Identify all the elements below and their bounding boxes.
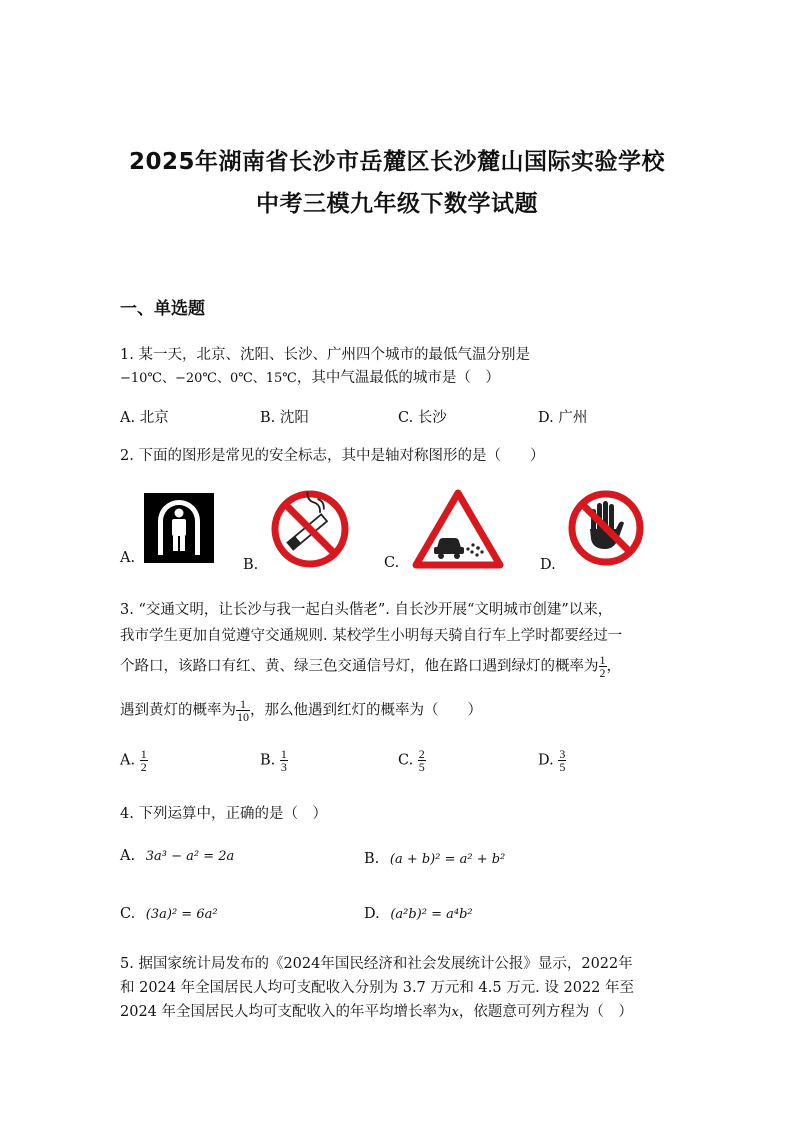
option-label: C. (398, 752, 414, 769)
q3-option-d[interactable] (538, 748, 566, 773)
q2-text: 2. 下面的图形是常见的安全标志，其中是轴对称图形的是（ ） (120, 448, 545, 464)
q1-option-a[interactable]: A. 北京 (120, 410, 169, 426)
option-label: A. (120, 848, 136, 864)
security-gate-icon (144, 493, 214, 563)
option-label: C. (120, 906, 136, 922)
q1-line-2 (120, 366, 500, 387)
q4-option-b[interactable] (364, 851, 505, 867)
q5-line-3 (120, 1000, 633, 1021)
q3-option-c[interactable] (398, 748, 426, 773)
fraction-numerator: 1 (236, 698, 250, 711)
fraction-numerator: 1 (140, 747, 147, 761)
q3-option-c-fraction (418, 748, 426, 773)
no-touching-icon (567, 489, 645, 567)
q3-yellow-probability (236, 698, 250, 723)
option-label: B. (260, 752, 276, 769)
fraction-denominator: 5 (559, 760, 566, 774)
q1-temperatures: −10℃、−20℃、0℃、15℃ (120, 371, 297, 386)
q1-option-b[interactable]: B. 沈阳 (260, 410, 309, 426)
option-label: B. (364, 851, 380, 867)
q1-option-d[interactable]: D. 广州 (538, 410, 588, 426)
q4-option-d[interactable] (364, 906, 473, 922)
q3-option-d-fraction (558, 748, 566, 773)
fraction-denominator: 5 (418, 760, 425, 774)
fraction-denominator: 2 (599, 666, 606, 680)
q5-line-2: 和 2024 年全国居民人均可支配收入分别为 3.7 万元和 4.5 万元. 设 2022 年至 (120, 980, 635, 996)
section-heading: 一、单选题 (120, 299, 205, 319)
q1-line-1: 1. 某一天，北京、沈阳、长沙、广州四个城市的最低气温分别是 (120, 347, 530, 363)
fraction-denominator: 10 (237, 710, 249, 724)
q5-line-3-text: 2024 年全国居民人均可支配收入的年平均增长率为 (120, 1004, 452, 1020)
fraction-numerator: 1 (599, 653, 606, 667)
no-smoking-icon (270, 489, 350, 569)
option-label: A. (120, 752, 136, 769)
q5-variable: x (451, 1005, 459, 1020)
q4-option-c[interactable] (120, 906, 218, 922)
q1-question-end: ，其中气温最低的城市是（ ） (296, 370, 500, 386)
fraction-numerator: 3 (559, 747, 566, 761)
option-label: D. (538, 752, 554, 769)
q3-line-4-end: ，那么他遇到红灯的概率为（ ） (250, 702, 482, 719)
q3-option-b[interactable] (260, 748, 288, 773)
q2-option-b-label[interactable]: B. (243, 557, 259, 573)
q4-option-d-expression: (a²b)² = a⁴b² (390, 907, 473, 922)
q3-line-4-text: 遇到黄灯的概率为 (120, 702, 236, 719)
q4-option-a-expression: 3a³ − a² = 2a (145, 849, 235, 864)
title-line-2: 中考三模九年级下数学试题 (256, 191, 538, 217)
q3-green-probability (599, 654, 607, 679)
q5-line-1: 5. 据国家统计局发布的《2024年国民经济和社会发展统计公报》显示，2022年 (120, 956, 633, 972)
warning-skid-triangle-icon (412, 489, 504, 569)
q3-option-b-fraction (280, 748, 288, 773)
q3-line-3-end: ， (606, 658, 621, 675)
q1-option-c[interactable]: C. 长沙 (398, 410, 447, 426)
fraction-numerator: 2 (418, 747, 425, 761)
q2-option-d-label[interactable]: D. (540, 557, 556, 573)
q2-option-c-label[interactable]: C. (384, 555, 400, 571)
option-label: D. (364, 906, 380, 922)
fraction-denominator: 2 (140, 760, 147, 774)
title-line-1: 2025年湖南省长沙市岳麓区长沙麓山国际实验学校 (128, 149, 665, 175)
q3-line-1: 3. “交通文明，让长沙与我一起白头偕老”. 自长沙开展“文明城市创建”以来， (120, 602, 613, 618)
q3-option-a[interactable] (120, 748, 148, 773)
q3-line-3-text: 个路口，该路口有红、黄、绿三色交通信号灯，他在路口遇到绿灯的概率为 (120, 658, 599, 675)
fraction-numerator: 1 (280, 747, 287, 761)
q3-line-3 (120, 654, 621, 679)
q4-text: 4. 下列运算中，正确的是（ ） (120, 806, 327, 822)
q4-option-b-expression: (a + b)² = a² + b² (389, 852, 506, 867)
q3-option-a-fraction (140, 748, 148, 773)
q5-line-3-end: ，依题意可列方程为（ ） (458, 1004, 633, 1020)
q2-option-a-label[interactable]: A. (120, 550, 136, 566)
q3-line-2: 我市学生更加自觉遵守交通规则. 某校学生小明每天骑自行车上学时都要经过一 (120, 628, 623, 644)
fraction-denominator: 3 (280, 760, 287, 774)
q3-line-4 (120, 698, 482, 723)
q4-option-a[interactable] (120, 848, 234, 864)
q4-option-c-expression: (3a)² = 6a² (145, 907, 218, 922)
